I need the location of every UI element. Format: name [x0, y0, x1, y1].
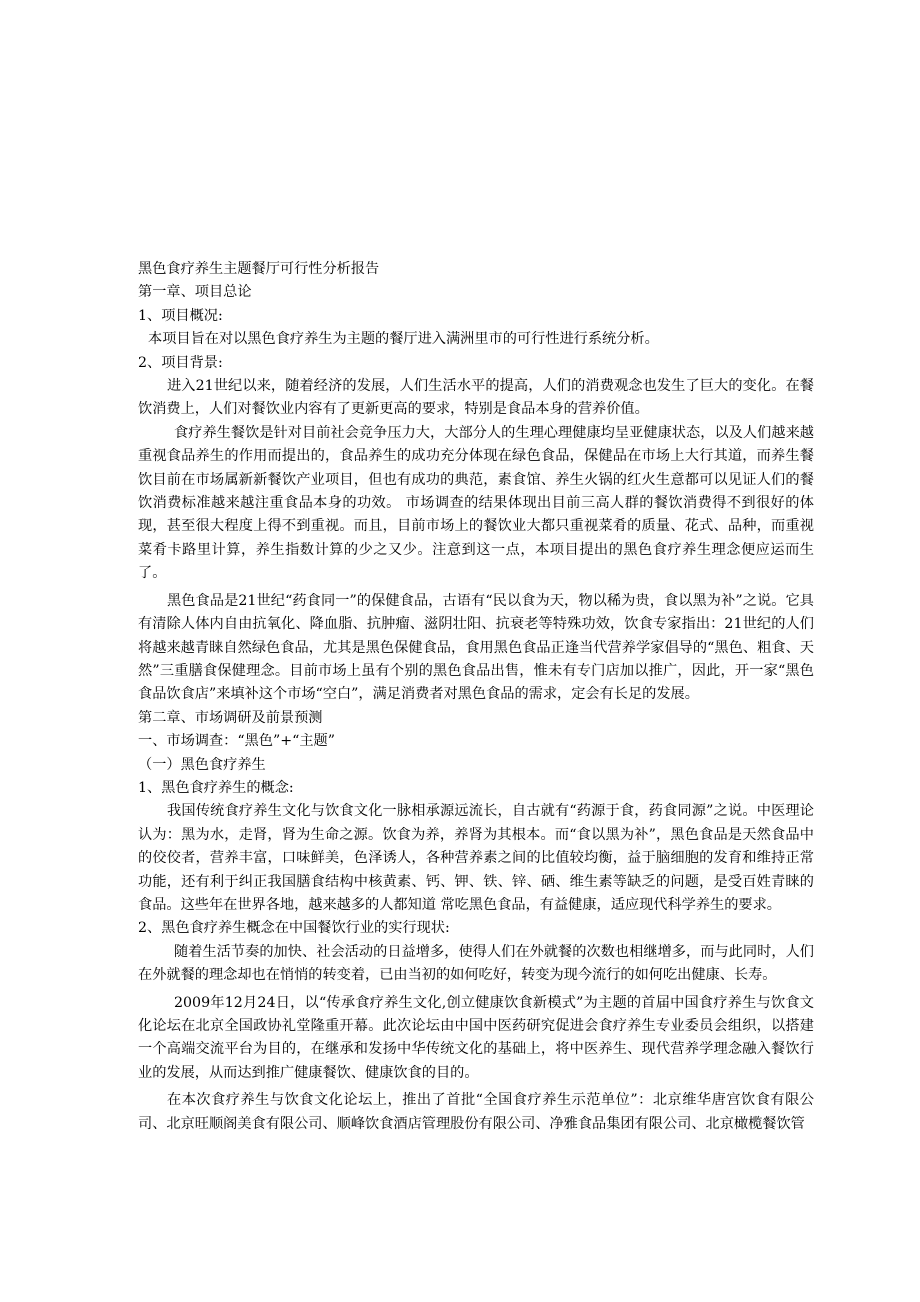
status-heading: 2、黑色食疗养生概念在中国餐饮行业的实行现状: [138, 920, 450, 937]
document-body [138, 258, 814, 1136]
market-survey-heading: 一、市场调查：“黑色”+“主题” [138, 733, 335, 750]
status-paragraph-2: 2009年12月24日，以“传承食疗养生文化,创立健康饮食新模式”为主题的首届中国食疗养生与饮食文化论坛在北京全国政协礼堂隆重开幕。此次论坛由中国中医药研究促进会食疗养生专业委员会组织，以搭建一个高端交流平台为目的，在继承和发扬中华传统文化的基础上，将中医养生、现代营养学理念融入餐饮行业的发展，从而达到推广健康餐饮、健康饮食的目的。 [138, 994, 814, 1081]
section1-heading: 1、项目概况: [138, 307, 223, 324]
section2-heading: 2、项目背景: [138, 354, 223, 371]
chapter1-heading: 第一章、项目总论 [138, 284, 252, 301]
concept-heading: 1、黑色食疗养生的概念: [138, 779, 294, 796]
background-paragraph-2: 食疗养生餐饮是针对目前社会竞争压力大，大部分人的生理心理健康均呈亚健康状态，以及人们越来越重视食品养生的作用而提出的，食品养生的成功充分体现在绿色食品，保健品在市场上大行其道，而养生餐饮目前在市场属新新餐饮产业项目，但也有成功的典范，素食馆、养生火锅的红火生意都可以见证人们的餐饮消费标准越来越注重食品本身的功效。 市场调查的结果体现出目前三高人群的餐饮消费得不到很好的体现，甚至很大程度上得不到重视。而且，目前市场上的餐饮业大都只重视菜肴的质量、花式、品种，而重视菜肴卡路里计算，养生指数计算的少之又少。注意到这一点，本项目提出的黑色食疗养生理念便应运而生了。 [138, 424, 814, 582]
concept-paragraph: 我国传统食疗养生文化与饮食文化一脉相承源远流长，自古就有“药源于食，药食同源”之说。中医理论认为：黑为水，走肾，肾为生命之源。饮食为养，养肾为其根本。而“食以黑为补”，黑色食品是天然食品中的佼佼者，营养丰富，口味鲜美，色泽诱人，各种营养素之间的比值较均衡，益于脑细胞的发育和维持正常功能，还有利于纠正我国膳食结构中核黄素、钙、钾、铁、锌、硒、维生素等缺乏的问题，是受百姓青睐的食品。这些年在世界各地，越来越多的人都知道 常吃黑色食品，有益健康，适应现代科学养生的要求。 [138, 803, 814, 913]
section1-text: 本项目旨在对以黑色食疗养生为主题的餐厅进入满洲里市的可行性进行系统分析。 [148, 331, 659, 348]
background-paragraph-1: 进入21世纪以来，随着经济的发展，人们生活水平的提高，人们的消费观念也发生了巨大的变化。在餐饮消费上，人们对餐饮业内容有了更新更高的要求，特别是食品本身的营养价值。 [138, 378, 814, 418]
background-paragraph-3: 黑色食品是21世纪“药食同一”的保健食品，古语有“民以食为天，物以稀为贵，食以黑为补”之说。它具有清除人体内自由抗氧化、降血脂、抗肿瘤、滋阴壮阳、抗衰老等特殊功效，饮食专家指出：21世纪的人们将越来越青睐自然绿色食品，尤其是黑色保健食品，食用黑色食品正逢当代营养学家倡导的“黑色、粗食、天然”三重膳食保健理念。目前市场上虽有个别的黑色食品出售，惟未有专门店加以推广，因此，开一家“黑色食品饮食店”来填补这个市场“空白”，满足消费者对黑色食品的需求，定会有长足的发展。 [138, 592, 814, 703]
chapter2-heading: 第二章、市场调研及前景预测 [138, 709, 323, 726]
status-paragraph-3: 在本次食疗养生与饮食文化论坛上，推出了首批“全国食疗养生示范单位”：北京维华唐宫饮食有限公司、北京旺顺阁美食有限公司、顺峰饮食酒店管理股份有限公司、净雅食品集团有限公司、北京橄榄餐饮管 [138, 1092, 814, 1132]
document-title: 黑色食疗养生主题餐厅可行性分析报告 [138, 261, 380, 277]
status-paragraph-1: 随着生活节奏的加快、社会活动的日益增多，使得人们在外就餐的次数也相继增多，而与此同时，人们在外就餐的理念却也在悄悄的转变着，已由当初的如何吃好，转变为现今流行的如何吃出健康、长寿。 [138, 943, 814, 984]
black-diet-heading: （一）黑色食疗养生 [138, 756, 266, 773]
